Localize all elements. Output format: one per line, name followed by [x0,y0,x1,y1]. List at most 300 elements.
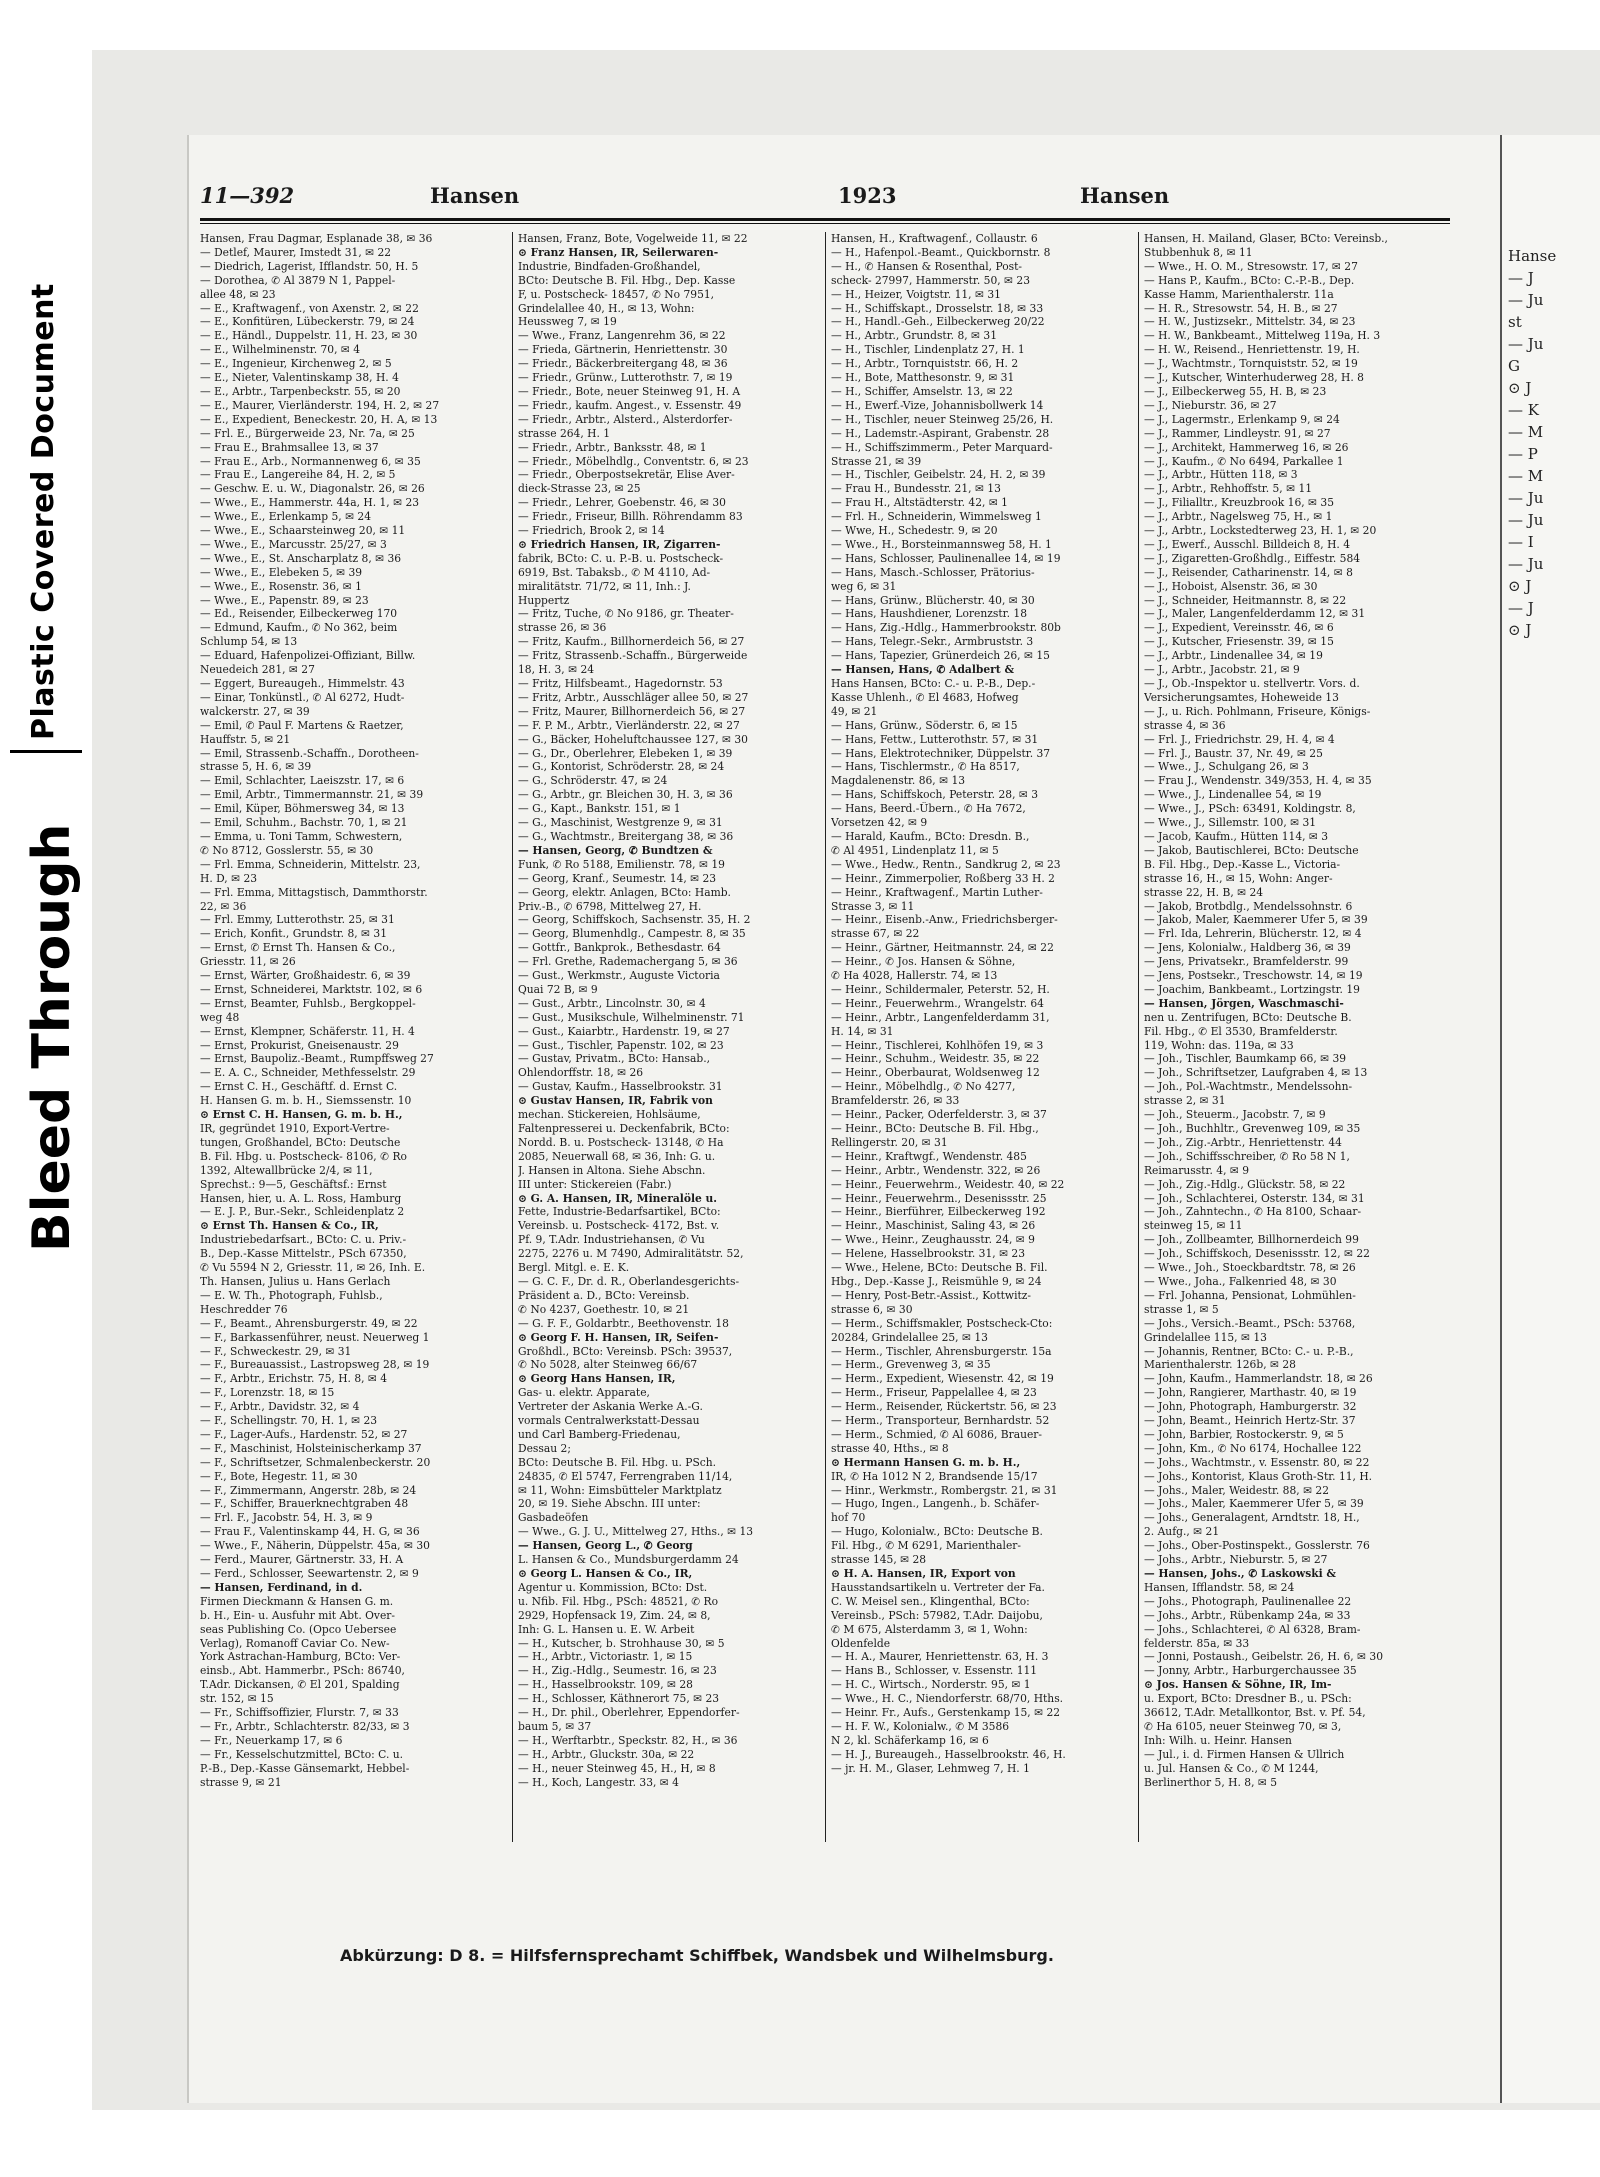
directory-entry: — Hans, Grünw., Blücherstr. 40, ✉ 30 [831,593,1035,607]
directory-entry: scheck- 27997, Hammerstr. 50, ✉ 23 [831,273,1031,287]
directory-entry: — Dorothea, ✆ Al 3879 N 1, Pappel- [200,273,396,287]
directory-entry: — Gustav, Kaufm., Hasselbrookstr. 31 [518,1080,723,1094]
directory-entry: Kasse Uhlenh., ✆ El 4683, Hofweg [831,690,1019,704]
directory-entry: Neuedeich 281, ✉ 27 [200,663,315,677]
directory-entry: Hansen, Frau Dagmar, Esplanade 38, ✉ 36 [200,232,433,245]
directory-entry: — H., Hafenpol.-Beamt., Quickbornstr. 8 [831,245,1051,259]
directory-entry: — Gust., Kaiarbtr., Hardenstr. 19, ✉ 27 [518,1024,730,1038]
directory-entry: — J., Schneider, Heitmannstr. 8, ✉ 22 [1144,593,1347,607]
directory-entry: — Friedr., kaufm. Angest., v. Essenstr. 49 [518,398,742,412]
directory-entry: ⊙ Friedrich Hansen, IR, Zigarren- [518,537,721,551]
directory-entry: Hansen, H., Kraftwagenf., Collaustr. 6 [831,232,1038,245]
directory-entry: fabrik, BCto: C. u. P.-B. u. Postscheck- [518,551,724,565]
directory-entry: — Georg, Kranf., Seumestr. 14, ✉ 23 [518,871,717,885]
directory-entry: — J., Lagermstr., Erlenkamp 9, ✉ 24 [1144,412,1340,426]
directory-entry: — Johs., Schlachterei, ✆ Al 6328, Bram- [1144,1622,1361,1636]
directory-entry: Hansen, Ifflandstr. 58, ✉ 24 [1144,1580,1295,1594]
directory-entry: — Frl. F., Jacobstr. 54, H. 3, ✉ 9 [200,1511,373,1525]
header-rule [200,218,1450,221]
directory-entry: — Heinr., Bierführer, Eilbeckerweg 192 [831,1205,1046,1219]
directory-entry: — Frl. E., Bürgerweide 23, Nr. 7a, ✉ 25 [200,426,415,440]
directory-entry: — Herm., Friseur, Pappelallee 4, ✉ 23 [831,1386,1037,1400]
directory-entry: BCto: Deutsche B. Fil. Hbg., Dep. Kasse [518,273,736,287]
directory-entry: — Friedr., Arbtr., Alsterd., Alsterdorfer- [518,412,733,426]
directory-entry: — H., neuer Steinweg 45, H., H, ✉ 8 [518,1761,716,1775]
directory-entry: — Emil, Arbtr., Timmermannstr. 21, ✉ 39 [200,788,424,802]
directory-entry: — Herm., Transporteur, Bernhardstr. 52 [831,1414,1050,1428]
directory-entry: — Hans, Telegr.-Sekr., Armbruststr. 3 [831,635,1034,649]
directory-entry: strasse 264, H. 1 [518,426,611,440]
directory-entry: strasse 26, ✉ 36 [518,621,607,635]
directory-entry: — Hans, Elektrotechniker, Düppelstr. 37 [831,746,1051,760]
directory-entry: — Johannis, Rentner, BCto: C.- u. P.-B., [1144,1344,1354,1358]
directory-entry: — G. C. F., Dr. d. R., Oberlandesgerichts- [518,1274,740,1288]
directory-entry: b. H., Ein- u. Ausfuhr mit Abt. Over- [200,1608,395,1622]
directory-entry: — Joh., Zig.-Arbtr., Henriettenstr. 44 [1144,1135,1342,1149]
directory-entry: Heussweg 7, ✉ 19 [518,315,617,329]
directory-entry: — F., Schellingstr. 70, H. 1, ✉ 23 [200,1414,378,1428]
directory-entry: — H. F. W., Kolonialw., ✆ M 3586 [831,1719,1010,1733]
next-page-line: — J [1508,599,1534,617]
next-page-line: — Ju [1508,335,1544,353]
directory-entry: — H., ✆ Hansen & Rosenthal, Post- [831,259,1023,273]
directory-entry: — Frieda, Gärtnerin, Henriettenstr. 30 [518,343,728,357]
directory-entry: — H., Zig.-Hdlg., Seumestr. 16, ✉ 23 [518,1664,717,1678]
directory-entry: u. Nfib. Fil. Hbg., PSch: 48521, ✆ Ro [518,1594,719,1608]
directory-entry: — Heinr., Gärtner, Heitmannstr. 24, ✉ 22 [831,941,1054,955]
directory-entry: — Heinr., Zimmerpolier, Roßberg 33 H. 2 [831,871,1055,885]
directory-entry: strasse 67, ✉ 22 [831,927,920,941]
directory-entry: — Fr., Arbtr., Schlachterstr. 82/33, ✉ 3 [200,1719,410,1733]
directory-entry: — Ernst, Prokurist, Gneisenaustr. 29 [200,1038,399,1052]
directory-entry: — H., Schlosser, Käthnerort 75, ✉ 23 [518,1692,720,1706]
directory-entry: — Hans, Zig.-Hdlg., Hammerbrookstr. 80b [831,621,1061,635]
directory-entry: 2275, 2276 u. M 7490, Admiralitätstr. 52, [518,1247,744,1261]
directory-entry: — J., Ewerf., Ausschl. Billdeich 8, H. 4 [1144,537,1350,551]
directory-entry: — J., Rammer, Lindleystr. 91, ✉ 27 [1144,426,1331,440]
directory-entry: — J., Kutscher, Winterhuderweg 28, H. 8 [1144,371,1364,385]
directory-entry: — J., Arbtr., Lockstedterweg 23, H. 1, ✉ 20 [1144,524,1377,538]
directory-entry: — H. W., Bankbeamt., Mittelweg 119a, H. 3 [1144,329,1381,343]
bleed-through-label: Bleed Through [22,823,82,1252]
directory-entry: — Johs., Ober-Postinspekt., Gosslerstr. 76 [1144,1539,1370,1553]
directory-entry: — Hans, Schiffskoch, Peterstr. 28, ✉ 3 [831,788,1039,802]
directory-entry: — Herm., Schiffsmakler, Postscheck-Cto: [831,1316,1053,1330]
directory-entry: Marienthalerstr. 126b, ✉ 28 [1144,1358,1296,1372]
directory-entry: Hansen, hier, u. A. L. Ross, Hamburg [200,1191,402,1205]
directory-entry: — Heinr. Fr., Aufs., Gerstenkamp 15, ✉ 22 [831,1706,1061,1720]
directory-entry: — Heinr., Kraftwagenf., Martin Luther- [831,885,1043,899]
directory-entry: — Herm., Expedient, Wiesenstr. 42, ✉ 19 [831,1372,1054,1386]
directory-entry: — Hans, Beerd.-Übern., ✆ Ha 7672, [831,802,1026,816]
next-page-line: — P [1508,445,1538,463]
directory-entry: — John, Rangierer, Marthastr. 40, ✉ 19 [1144,1386,1357,1400]
directory-entry: — E., Nieter, Valentinskamp 38, H. 4 [200,371,399,385]
directory-entry: C. W. Meisel sen., Klingenthal, BCto: [831,1594,1030,1608]
directory-entry: — J., Expedient, Vereinsstr. 46, ✉ 6 [1144,621,1334,635]
directory-entry: Oldenfelde [831,1636,891,1650]
directory-entry: — E., Arbtr., Tarpenbeckstr. 55, ✉ 20 [200,384,401,398]
directory-entry: — Frl. Grethe, Rademachergang 5, ✉ 36 [518,955,738,969]
directory-entry: Grindelallee 115, ✉ 13 [1144,1330,1267,1344]
directory-entry: — Heinr., Packer, Oderfelderstr. 3, ✉ 37 [831,1108,1047,1122]
directory-entry: L. Hansen & Co., Mundsburgerdamm 24 [518,1553,739,1567]
directory-entry: — H., Arbtr., Grundstr. 8, ✉ 31 [831,329,997,343]
directory-entry: — Detlef, Maurer, Imstedt 31, ✉ 22 [200,245,392,259]
directory-entry: — H., Handl.-Geh., Eilbeckerweg 20/22 [831,315,1045,329]
directory-entry: — Joh., Zollbeamter, Billhornerdeich 99 [1144,1233,1359,1247]
directory-entry: — Emil, Schlachter, Laeiszstr. 17, ✉ 6 [200,774,405,788]
directory-entry: — J., Reisender, Catharinenstr. 14, ✉ 8 [1144,565,1353,579]
directory-entry: 119, Wohn: das. 119a, ✉ 33 [1144,1038,1294,1052]
directory-entry: H. D, ✉ 23 [200,871,258,885]
next-page-line: — Ju [1508,291,1544,309]
directory-entry: — H., Schiffszimmerm., Peter Marquard- [831,440,1053,454]
directory-entry: — H., Arbtr., Gluckstr. 30a, ✉ 22 [518,1747,695,1761]
next-page-line: — M [1508,423,1544,441]
directory-entry: — Georg, Blumenhdlg., Campestr. 8, ✉ 35 [518,927,746,941]
directory-entry: ⊙ Ernst Th. Hansen & Co., IR, [200,1219,379,1233]
directory-entry: — John, Kaufm., Hammerlandstr. 18, ✉ 26 [1144,1372,1373,1386]
directory-entry: — G., Bäcker, Hoheluftchaussee 127, ✉ 30 [518,732,748,746]
directory-entry: — John, Beamt., Heinrich Hertz-Str. 37 [1144,1414,1356,1428]
directory-entry: — Hans, Grünw., Söderstr. 6, ✉ 15 [831,718,1018,732]
directory-entry: — Emil, Küper, Böhmersweg 34, ✉ 13 [200,802,405,816]
directory-entry: — Jakob, Maler, Kaemmerer Ufer 5, ✉ 39 [1144,913,1368,927]
directory-entry: ⊙ Georg L. Hansen & Co., IR, [518,1567,693,1580]
directory-entry: — Ernst, Wärter, Großhaidestr. 6, ✉ 39 [200,969,411,983]
directory-entry: — J., u. Rich. Pohlmann, Friseure, Königs- [1144,704,1371,718]
directory-entry: ✉ 11, Wohn: Eimsbütteler Marktplatz [518,1483,722,1497]
directory-entry: — John, Km., ✆ No 6174, Hochallee 122 [1144,1441,1362,1455]
directory-entry: Grindelallee 40, H., ✉ 13, Wohn: [518,301,695,315]
directory-entry: — F., Bureauassist., Lastropsweg 28, ✉ 19 [200,1358,430,1372]
directory-entry: Hauffstr. 5, ✉ 21 [200,732,291,746]
directory-entry: — Joachim, Bankbeamt., Lortzingstr. 19 [1144,982,1360,996]
directory-entry: — Frl. Emmy, Lutterothstr. 25, ✉ 31 [200,913,395,927]
directory-entry: — J., Arbtr., Jacobstr. 21, ✉ 9 [1144,663,1300,677]
directory-entry: — Fritz, Kaufm., Billhornerdeich 56, ✉ 27 [518,635,745,649]
directory-entry: Pf. 9, T.Adr. Industriehansen, ✆ Vu [518,1233,705,1247]
directory-entry: Industriebedarfsart., BCto: C. u. Priv.- [200,1233,407,1247]
directory-entry: — J., Kaufm., ✆ No 6494, Parkallee 1 [1144,454,1344,468]
next-page-line: — J [1508,269,1534,287]
directory-entry: — Hans, Fettw., Lutterothstr. 57, ✉ 31 [831,732,1039,746]
directory-entry: str. 152, ✉ 15 [200,1692,274,1706]
directory-entry: ⊙ Georg F. H. Hansen, IR, Seifen- [518,1330,719,1344]
directory-entry: — Johs., Maler, Kaemmerer Ufer 5, ✉ 39 [1144,1497,1364,1511]
directory-entry: — H., Kutscher, b. Strohhause 30, ✉ 5 [518,1636,725,1650]
directory-entry: — Johs., Versich.-Beamt., PSch: 53768, [1144,1316,1356,1330]
directory-entry: — Ernst, Klempner, Schäferstr. 11, H. 4 [200,1024,415,1038]
directory-entry: strasse 2, ✉ 31 [1144,1094,1226,1108]
directory-entry: Gasbadeöfen [518,1511,589,1525]
next-page-line: ⊙ J [1508,379,1532,397]
directory-entry: — H., Tischler, Geibelstr. 24, H. 2, ✉ 39 [831,468,1046,482]
directory-entry: — Jens, Postsekr., Treschowstr. 14, ✉ 19 [1144,969,1363,983]
directory-entry: — E., Maurer, Vierländerstr. 194, H. 2, ✉ 27 [200,398,440,412]
directory-entry: P.-B., Dep.-Kasse Gänsemarkt, Hebbel- [200,1761,410,1775]
directory-entry: — Georg, Schiffskoch, Sachsenstr. 35, H. 2 [518,913,751,927]
directory-entry: — John, Photograph, Hamburgerstr. 32 [1144,1400,1357,1414]
directory-entry: — E. A. C., Schneider, Methfesselstr. 29 [200,1066,416,1080]
directory-entry: ⊙ Hermann Hansen G. m. b. H., [831,1455,1021,1469]
directory-entry: — Harald, Kaufm., BCto: Dresdn. B., [831,829,1030,843]
directory-entry: — Wwe., Joha., Falkenried 48, ✉ 30 [1144,1274,1337,1288]
directory-entry: — Ernst, Schneiderei, Marktstr. 102, ✉ 6 [200,982,423,996]
directory-entry: 2085, Neuerwall 68, ✉ 36, Inh: G. u. [518,1149,716,1163]
directory-entry: Berlinerthor 5, H. 8, ✉ 5 [1144,1775,1278,1789]
directory-entry: — Johs., Kontorist, Klaus Groth-Str. 11, H. [1144,1469,1373,1483]
directory-entry: Kasse Hamm, Marienthalerstr. 11a [1144,287,1334,301]
directory-entry: — Herm., Reisender, Rückertstr. 56, ✉ 23 [831,1400,1057,1414]
directory-entry: Funk, ✆ Ro 5188, Emilienstr. 78, ✉ 19 [518,857,725,871]
directory-entry: — Wwe., J., PSch: 63491, Koldingstr. 8, [1144,802,1356,816]
directory-entry: — Johs., Photograph, Paulinenallee 22 [1144,1594,1352,1608]
directory-entry: Gas- u. elektr. Apparate, [518,1386,650,1400]
directory-entry: ⊙ H. A. Hansen, IR, Export von [831,1567,1016,1580]
directory-entry: ⊙ Ernst C. H. Hansen, G. m. b. H., [200,1108,403,1122]
directory-entry: — Jens, Kolonialw., Haldberg 36, ✉ 39 [1144,941,1351,955]
directory-entry: — Wwe., E., Erlenkamp 5, ✉ 24 [200,510,372,524]
directory-entry: Sprechst.: 9—5, Geschäftsf.: Ernst [200,1177,387,1191]
next-page-line: st [1508,313,1522,331]
directory-entry: Th. Hansen, Julius u. Hans Gerlach [200,1274,391,1288]
directory-entry: — F., Barkassenführer, neust. Neuerweg 1 [200,1330,430,1344]
directory-entry: Hansen, Franz, Bote, Vogelweide 11, ✉ 22 [518,232,748,245]
directory-entry: ✆ Al 4951, Lindenplatz 11, ✉ 5 [831,843,999,857]
directory-entry: — Emil, Strassenb.-Schaffn., Dorotheen- [200,746,419,760]
column-separator [1138,232,1139,1842]
directory-entry: ⊙ Gustav Hansen, IR, Fabrik von [518,1094,713,1108]
directory-entry: B., Dep.-Kasse Mittelstr., PSch 67350, [200,1247,407,1261]
directory-entry: 2929, Hopfensack 19, Zim. 24, ✉ 8, [518,1608,711,1622]
directory-entry: — Wwe., J., Lindenallee 54, ✉ 19 [1144,788,1322,802]
directory-entry: einsb., Abt. Hammerbr., PSch: 86740, [200,1664,405,1678]
directory-entry: nen u. Zentrifugen, BCto: Deutsche B. [1144,1010,1352,1024]
directory-entry: — Frau J., Wendenstr. 349/353, H. 4, ✉ 35 [1144,774,1372,788]
directory-entry: — Joh., Pol.-Wachtmstr., Mendelssohn- [1144,1080,1353,1094]
directory-entry: — Wwe., Hedw., Rentn., Sandkrug 2, ✉ 23 [831,857,1061,871]
directory-entry: Dessau 2; [518,1441,571,1455]
directory-entry: ✆ M 675, Alsterdamm 3, ✉ 1, Wohn: [831,1622,1028,1636]
directory-entry: — H. A., Maurer, Henriettenstr. 63, H. 3 [831,1650,1049,1664]
directory-entry: — Frau E., Brahmsallee 13, ✉ 37 [200,440,379,454]
directory-entry: — Ernst, ✆ Ernst Th. Hansen & Co., [200,941,396,955]
next-page-line: — Ju [1508,511,1544,529]
directory-entry: — Hugo, Ingen., Langenh., b. Schäfer- [831,1497,1040,1511]
directory-entry: — Georg, elektr. Anlagen, BCto: Hamb. [518,885,731,899]
directory-entry: — J., Eilbeckerweg 55, H. B, ✉ 23 [1144,384,1327,398]
directory-entry: — H. J., Bureaugeh., Hasselbrookstr. 46, H. [831,1747,1066,1761]
directory-entry: strasse 40, Hths., ✉ 8 [831,1441,949,1455]
directory-entry: Nordd. B. u. Postscheck- 13148, ✆ Ha [518,1135,724,1149]
directory-entry: — H., Arbtr., Tornquiststr. 66, H. 2 [831,357,1019,371]
directory-entry: — Joh., Tischler, Baumkamp 66, ✉ 39 [1144,1052,1347,1066]
directory-entry: — Joh., Zig.-Hdlg., Glückstr. 58, ✉ 22 [1144,1177,1346,1191]
directory-entry: — Frl. Emma, Schneiderin, Mittelstr. 23, [200,857,421,871]
directory-entry: — Friedr., Bäckerbreitergang 48, ✉ 36 [518,357,728,371]
header-left-name: Hansen [430,183,520,208]
directory-entry: — Herm., Schmied, ✆ Al 6086, Brauer- [831,1427,1043,1441]
directory-entry: — G., Schröderstr. 47, ✉ 24 [518,774,668,788]
directory-entry: weg 48 [200,1010,240,1024]
directory-entry: Vorsetzen 42, ✉ 9 [831,816,928,830]
directory-entry: — Hans, Masch.-Schlosser, Prätorius- [831,565,1035,579]
directory-entry: — J., Arbtr., Nagelsweg 75, H., ✉ 1 [1144,510,1333,524]
directory-entry: — Jakob, Bautischlerei, BCto: Deutsche [1144,843,1359,857]
directory-entry: — Friedr., Arbtr., Banksstr. 48, ✉ 1 [518,440,707,454]
next-page-line: ⊙ J [1508,621,1532,639]
directory-entry: — Wwe., G. J. U., Mittelweg 27, Hths., ✉ 13 [518,1525,754,1539]
directory-entry: baum 5, ✉ 37 [518,1719,592,1733]
directory-entry: — Johs., Arbtr., Nieburstr. 5, ✉ 27 [1144,1553,1328,1567]
directory-entry: — F., Schiffer, Brauerknechtgraben 48 [200,1497,409,1511]
plastic-covered-label: Plastic Covered Document [26,283,61,740]
directory-entry: — Frau H., Altstädterstr. 42, ✉ 1 [831,496,1008,510]
directory-entry: — Hansen, Ferdinand, in d. [200,1580,363,1594]
directory-entry: — H., Bote, Matthesonstr. 9, ✉ 31 [831,371,1015,385]
directory-entry: — H., Lademstr.-Aspirant, Grabenstr. 28 [831,426,1050,440]
directory-entry: — J., Zigaretten-Großhdlg., Eiffestr. 584 [1144,551,1361,565]
directory-entry: — Joh., Steuerm., Jacobstr. 7, ✉ 9 [1144,1108,1326,1122]
directory-entry: allee 48, ✉ 23 [200,287,276,301]
directory-entry: Präsident a. D., BCto: Vereinsb. [518,1288,690,1302]
directory-entry: — Eduard, Hafenpolizei-Offiziant, Billw. [200,649,416,663]
directory-entry: strasse 1, ✉ 5 [1144,1302,1219,1316]
directory-entry: — Wwe., H. C., Niendorferstr. 68/70, Hths. [831,1692,1064,1706]
directory-entry: — J., Arbtr., Lindenallee 34, ✉ 19 [1144,649,1323,663]
directory-entry: — Fritz, Maurer, Billhornerdeich 56, ✉ 27 [518,704,746,718]
directory-entry: — Geschw. E. u. W., Diagonalstr. 26, ✉ 26 [200,482,425,496]
directory-entry: — H., Arbtr., Victoriastr. 1, ✉ 15 [518,1650,693,1664]
directory-entry: ⊙ Georg Hans Hansen, IR, [518,1372,676,1386]
directory-entry: Magdalenenstr. 86, ✉ 13 [831,774,966,788]
next-page-line: — Ju [1508,555,1544,573]
directory-entry: Vereinsb. u. Postscheck- 4172, Bst. v. [518,1219,720,1233]
directory-entry: Fil. Hbg., ✆ M 6291, Marienthaler- [831,1539,1021,1553]
directory-entry: — Herm., Grevenweg 3, ✉ 35 [831,1358,991,1372]
directory-entry: York Astrachan-Hamburg, BCto: Ver- [200,1650,401,1664]
directory-entry: — Hans P., Kaufm., BCto: C.-P.-B., Dep. [1144,273,1355,287]
directory-entry: — H., Werftarbtr., Speckstr. 82, H., ✉ 36 [518,1733,738,1747]
directory-entry: 49, ✉ 21 [831,704,878,718]
page-number: 11—392 [200,183,295,208]
directory-entry: — G., Kontorist, Schröderstr. 28, ✉ 24 [518,760,725,774]
directory-entry: — Heinr., Maschinist, Saling 43, ✉ 26 [831,1219,1036,1233]
directory-entry: — E. W. Th., Photograph, Fuhlsb., [200,1288,383,1302]
directory-entry: — J., Arbtr., Rehhoffstr. 5, ✉ 11 [1144,482,1313,496]
directory-entry: — Gust., Arbtr., Lincolnstr. 30, ✉ 4 [518,996,706,1010]
directory-entry: — Johs., Maler, Weidestr. 88, ✉ 22 [1144,1483,1330,1497]
directory-entry: — Diedrich, Lagerist, Ifflandstr. 50, H. 5 [200,259,419,273]
directory-entry: u. Export, BCto: Dresdner B., u. PSch: [1144,1692,1352,1706]
directory-entry: — H., Schiffer, Amselstr. 13, ✉ 22 [831,384,1013,398]
directory-entry: — Hans, Tapezier, Grünerdeich 26, ✉ 15 [831,649,1050,663]
directory-entry: — Friedrich, Brook 2, ✉ 14 [518,524,665,538]
directory-entry: — G., Kapt., Bankstr. 151, ✉ 1 [518,802,681,816]
directory-column-3 [831,232,1131,1842]
directory-entry: — Friedr., Grünw., Lutterothstr. 7, ✉ 19 [518,371,733,385]
directory-entry: — Wwe., Helene, BCto: Deutsche B. Fil. [831,1261,1048,1275]
next-page-line: — Ju [1508,489,1544,507]
directory-entry: — Wwe., E., Elebeken 5, ✉ 39 [200,565,363,579]
directory-entry: — Hansen, Georg L., ✆ Georg [518,1539,693,1553]
directory-entry: — Jens, Privatsekr., Bramfelderstr. 99 [1144,955,1349,969]
directory-entry: — Wwe., E., Marcusstr. 25/27, ✉ 3 [200,537,387,551]
header-rule-thin [200,223,1450,224]
directory-entry: Industrie, Bindfaden-Großhandel, [518,259,701,273]
directory-entry: — F., Bote, Hegestr. 11, ✉ 30 [200,1469,358,1483]
directory-entry: T.Adr. Dickansen, ✆ El 201, Spalding [200,1678,400,1692]
directory-entry: — H. W., Reisend., Henriettenstr. 19, H. [1144,343,1360,357]
directory-entry: — Hansen, Hans, ✆ Adalbert & [831,663,1015,677]
directory-entry: Bramfelderstr. 26, ✉ 33 [831,1094,960,1108]
directory-entry: — Wwe., E., Hammerstr. 44a, H. 1, ✉ 23 [200,496,420,510]
directory-entry: walckerstr. 27, ✉ 39 [200,704,310,718]
directory-entry: J. Hansen in Altona. Siehe Abschn. [518,1163,706,1177]
directory-entry: IR, gegründet 1910, Export-Vertre- [200,1122,390,1135]
next-page-line: — I [1508,533,1534,551]
directory-entry: — F., Arbtr., Davidstr. 32, ✉ 4 [200,1400,360,1414]
directory-entry: — Jacob, Kaufm., Hütten 114, ✉ 3 [1144,829,1329,843]
directory-entry: — Fr., Neuerkamp 17, ✉ 6 [200,1733,343,1747]
directory-entry: — Hans, Schlosser, Paulinenallee 14, ✉ 19 [831,551,1061,565]
directory-entry: Hbg., Dep.-Kasse J., Reismühle 9, ✉ 24 [831,1274,1042,1288]
directory-entry: — H., Heizer, Voigtstr. 11, ✉ 31 [831,287,1001,301]
directory-entry: — F., Schriftsetzer, Schmalenbeckerstr. 20 [200,1455,431,1469]
directory-entry: — Heinr., BCto: Deutsche B. Fil. Hbg., [831,1122,1039,1135]
directory-entry: — Ernst, Baupoliz.-Beamt., Rumpffsweg 27 [200,1052,434,1066]
directory-entry: hof 70 [831,1511,866,1525]
directory-entry: ⊙ Jos. Hansen & Söhne, IR, Im- [1144,1678,1332,1692]
directory-entry: — Hansen, Jörgen, Waschmaschi- [1144,996,1344,1010]
directory-entry: — H. C., Wirtsch., Norderstr. 95, ✉ 1 [831,1678,1031,1692]
directory-entry: — F. P. M., Arbtr., Vierländerstr. 22, ✉ 27 [518,718,740,732]
directory-entry: — H., Tischler, neuer Steinweg 25/26, H. [831,412,1054,426]
directory-entry: — Hansen, Johs., ✆ Laskowski & [1144,1567,1337,1580]
directory-entry: — H., Koch, Langestr. 33, ✉ 4 [518,1775,679,1789]
directory-entry: — J., Architekt, Hammerweg 16, ✉ 26 [1144,440,1349,454]
directory-entry: — Gust., Musikschule, Wilhelminenstr. 71 [518,1010,745,1024]
directory-entry: Fette, Industrie-Bedarfsartikel, BCto: [518,1205,721,1219]
directory-entry: — E. J. P., Bur.-Sekr., Schleidenplatz 2 [200,1205,405,1219]
directory-entry: — Ed., Reisender, Eilbeckerweg 170 [200,607,398,621]
directory-entry: 20, ✉ 19. Siehe Abschn. III unter: [518,1497,701,1511]
page-footer: Abkürzung: D 8. = Hilfsfernsprechamt Schiffbek, Wandsbek und Wilhelmsburg. [340,1946,1054,1965]
directory-entry: — H., Schiffskapt., Drosselstr. 18, ✉ 33 [831,301,1044,315]
directory-entry: 18, H. 3, ✉ 24 [518,663,595,677]
directory-entry: — Heinr., Arbtr., Wendenstr. 322, ✉ 26 [831,1163,1041,1177]
directory-entry: — F., Maschinist, Holsteinischerkamp 37 [200,1441,422,1455]
next-page-line: G [1508,357,1520,375]
directory-entry: — Wwe., F., Näherin, Düppelstr. 45a, ✉ 30 [200,1539,430,1553]
directory-entry: — Ferd., Maurer, Gärtnerstr. 33, H. A [200,1553,404,1567]
directory-entry: — Jul., i. d. Firmen Hansen & Ullrich [1144,1747,1345,1761]
directory-column-2 [518,232,818,1842]
directory-entry: — Hans B., Schlosser, v. Essenstr. 111 [831,1664,1038,1678]
directory-entry: — Johs., Wachtmstr., v. Essenstr. 80, ✉ 22 [1144,1455,1370,1469]
directory-entry: — Gottfr., Bankprok., Bethesdastr. 64 [518,941,721,955]
directory-entry: — Frl. H., Schneiderin, Wimmelsweg 1 [831,510,1042,524]
directory-entry: Schlump 54, ✉ 13 [200,635,298,649]
directory-entry: — Joh., Schiffsschreiber, ✆ Ro 58 N 1, [1144,1149,1350,1163]
column-separator [825,232,826,1842]
directory-entry: — J., Kutscher, Friesenstr. 39, ✉ 15 [1144,635,1334,649]
directory-entry: — Frl. Johanna, Pensionat, Lohmühlen- [1144,1288,1356,1302]
directory-entry: 36612, T.Adr. Metallkontor, Bst. v. Pf. 54, [1144,1706,1366,1720]
page-header [200,183,1470,223]
